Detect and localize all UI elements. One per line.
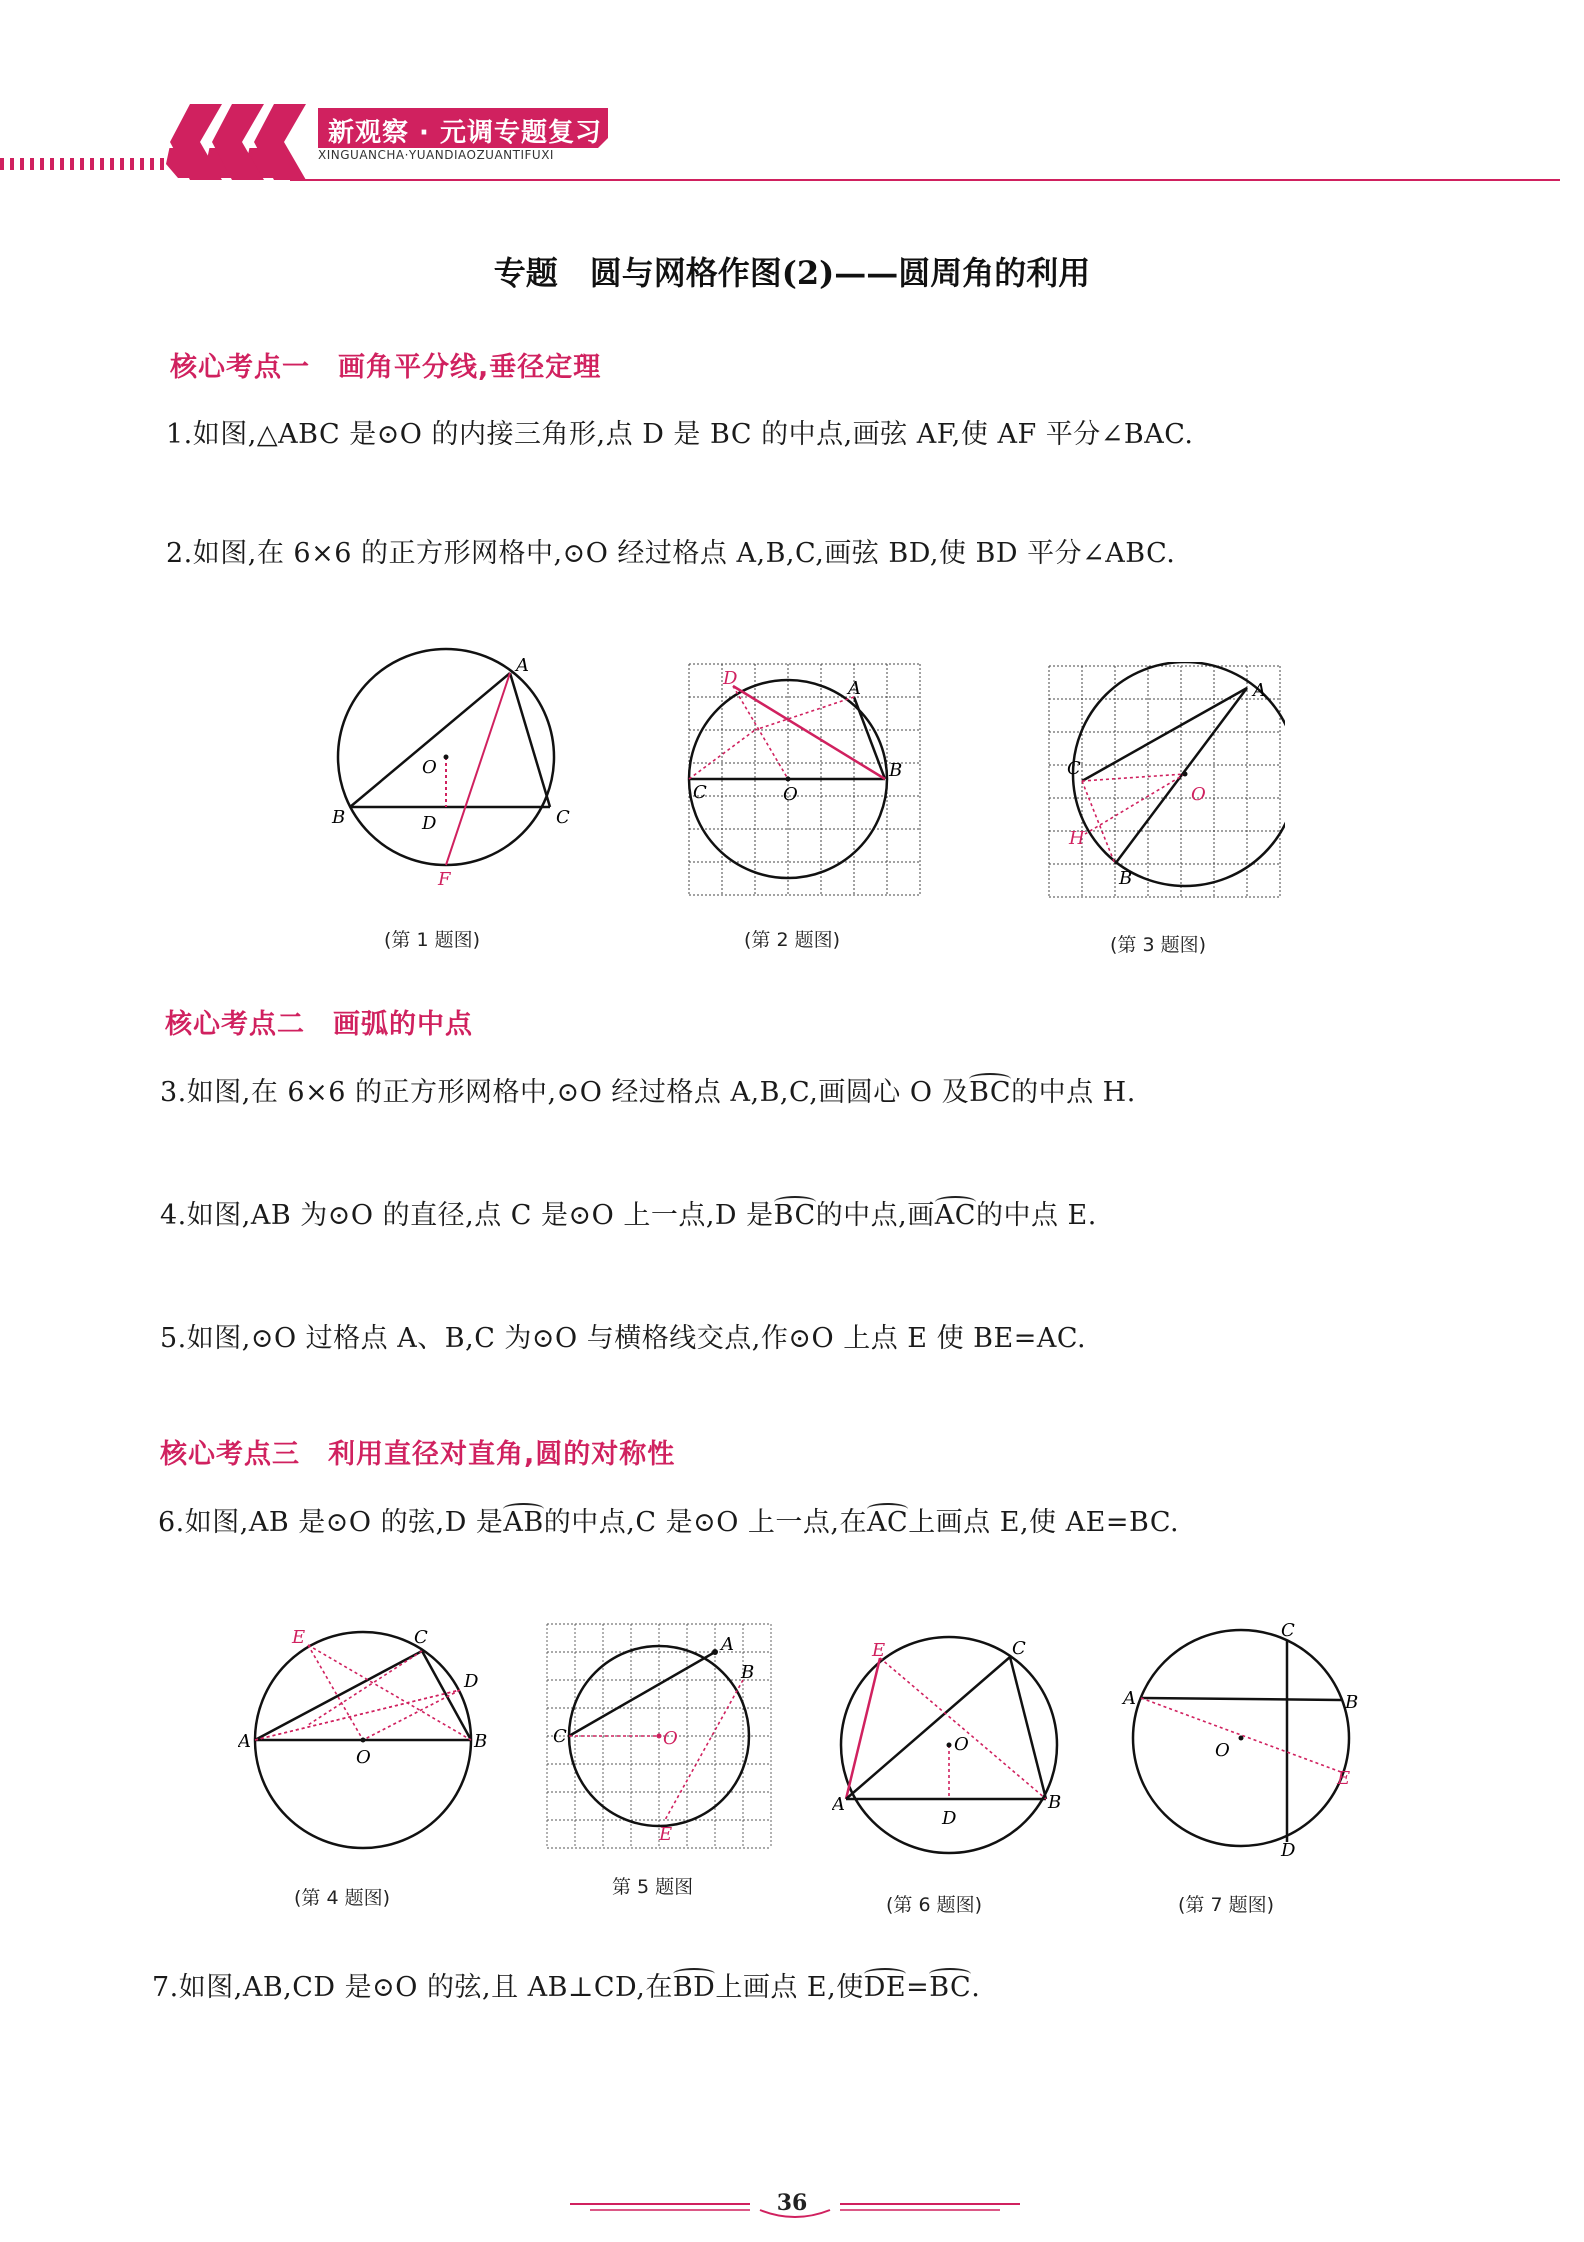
label-a: A (238, 1731, 251, 1752)
problem-5: 5.如图,⊙O 过格点 A、B,C 为⊙O 与横格线交点,作⊙O 上点 E 使 BE=AC. (160, 1323, 1087, 1354)
header-chevrons (170, 104, 310, 182)
segment-ab (1141, 1698, 1341, 1700)
label-e: E (872, 1640, 886, 1661)
brand-block (318, 108, 608, 166)
segment-ae (1141, 1698, 1341, 1772)
label-c: C (693, 782, 707, 803)
figure-5 (545, 1622, 775, 1852)
segment-cb (1082, 781, 1115, 864)
label-b: B (1345, 1692, 1359, 1713)
label-d: D (422, 813, 437, 834)
figure-3 (1045, 662, 1285, 902)
label-o: O (663, 1728, 678, 1749)
aux-line-1 (308, 1651, 422, 1725)
segment-ac (255, 1651, 422, 1740)
segment-cb (1010, 1657, 1046, 1799)
point-o (361, 1738, 366, 1743)
label-b: B (474, 1731, 488, 1752)
caption-figure-7: (第 7 题图) (1178, 1894, 1274, 1916)
segment-ac (846, 1657, 1010, 1799)
segment-oh (1085, 774, 1185, 834)
label-a: A (832, 1794, 845, 1815)
label-b: B (1119, 868, 1133, 889)
aux-line-1 (755, 697, 854, 730)
segment-ac (569, 1652, 715, 1736)
label-d: D (723, 668, 738, 689)
label-c: C (556, 807, 570, 828)
segment-ac (510, 673, 550, 807)
problem-1: 1.如图,△ABC 是⊙O 的内接三角形,点 D 是 BC 的中点,画弦 AF,使 AF 平分∠BAC. (166, 419, 1194, 450)
problem-6: 6.如图,AB 是⊙O 的弦,D 是AB的中点,C 是⊙O 上一点,在AC上画点 E,使 AE=BC. (158, 1507, 1180, 1538)
figure-2 (685, 660, 925, 900)
segment-bd (733, 686, 885, 779)
point-o (947, 1743, 952, 1748)
page-number: 36 (776, 2190, 808, 2216)
segment-eb (880, 1658, 1046, 1799)
point-o (786, 777, 791, 782)
caption-figure-5: 第 5 题图 (612, 1876, 694, 1898)
point-o (444, 755, 449, 760)
figure-7 (1115, 1620, 1365, 1860)
point-o (1183, 772, 1188, 777)
label-a: A (1123, 1688, 1136, 1709)
label-e: E (659, 1824, 673, 1845)
label-d: D (1281, 1840, 1296, 1860)
page-title: 专题 圆与网格作图(2)——圆周角的利用 (493, 254, 1091, 292)
label-c: C (1012, 1638, 1026, 1659)
label-b: B (741, 1662, 755, 1683)
caption-figure-3: (第 3 题图) (1110, 934, 1206, 956)
problem-7: 7.如图,AB,CD 是⊙O 的弦,且 AB⊥CD,在BD上画点 E,使DE=BC. (152, 1972, 981, 2003)
caption-figure-4: (第 4 题图) (294, 1887, 390, 1909)
label-e: E (1337, 1768, 1351, 1789)
label-a: A (1253, 680, 1266, 701)
point-a (712, 1649, 718, 1655)
label-d: D (464, 1671, 479, 1692)
segment-ab (854, 697, 885, 779)
figure-1 (330, 645, 570, 895)
segment-cb (422, 1651, 471, 1740)
label-h: H (1069, 828, 1085, 849)
segment-do (733, 686, 788, 779)
section-heading-2: 核心考点二 画弧的中点 (165, 1009, 473, 1040)
section-heading-3: 核心考点三 利用直径对直角,圆的对称性 (160, 1439, 676, 1470)
point-o (1239, 1736, 1244, 1741)
label-e: E (292, 1627, 306, 1648)
label-b: B (332, 807, 346, 828)
label-a: A (516, 655, 529, 676)
segment-do (363, 1690, 460, 1740)
problem-4: 4.如图,AB 为⊙O 的直径,点 C 是⊙O 上一点,D 是BC的中点,画AC的中点 E. (160, 1200, 1097, 1231)
brand-en: XINGUANCHA·YUANDIAOZUANTIFUXI (318, 148, 554, 162)
label-c: C (553, 1726, 567, 1747)
segment-af (446, 673, 510, 865)
caption-figure-2: (第 2 题图) (744, 929, 840, 951)
label-b: B (1048, 1792, 1062, 1813)
label-o: O (422, 757, 437, 778)
label-o: O (1191, 784, 1206, 805)
label-o: O (954, 1734, 969, 1755)
label-a: A (848, 678, 861, 699)
label-o: O (1215, 1740, 1230, 1761)
segment-be (665, 1680, 743, 1820)
label-o: O (783, 784, 798, 805)
segment-co (1082, 774, 1185, 781)
caption-figure-6: (第 6 题图) (886, 1894, 982, 1916)
brand-cn: 新观察 · 元调专题复习 (328, 118, 602, 148)
label-c: C (1067, 758, 1081, 779)
label-c: C (1281, 1620, 1295, 1641)
point-o (657, 1734, 662, 1739)
figure-6 (832, 1632, 1072, 1862)
label-f: F (438, 869, 451, 890)
problem-2: 2.如图,在 6×6 的正方形网格中,⊙O 经过格点 A,B,C,画弦 BD,使 BD 平分∠ABC. (166, 538, 1176, 569)
label-c: C (414, 1627, 428, 1648)
segment-ac (1082, 688, 1247, 781)
label-d: D (942, 1808, 957, 1829)
section-heading-1: 核心考点一 画角平分线,垂径定理 (170, 352, 602, 383)
label-o: O (356, 1747, 371, 1768)
segment-ab (350, 673, 510, 807)
caption-figure-1: (第 1 题图) (384, 929, 480, 951)
label-a: A (721, 1634, 734, 1655)
problem-3: 3.如图,在 6×6 的正方形网格中,⊙O 经过格点 A,B,C,画圆心 O 及BC的中点 H. (160, 1077, 1136, 1108)
label-b: B (889, 760, 903, 781)
figure-4 (238, 1625, 488, 1855)
